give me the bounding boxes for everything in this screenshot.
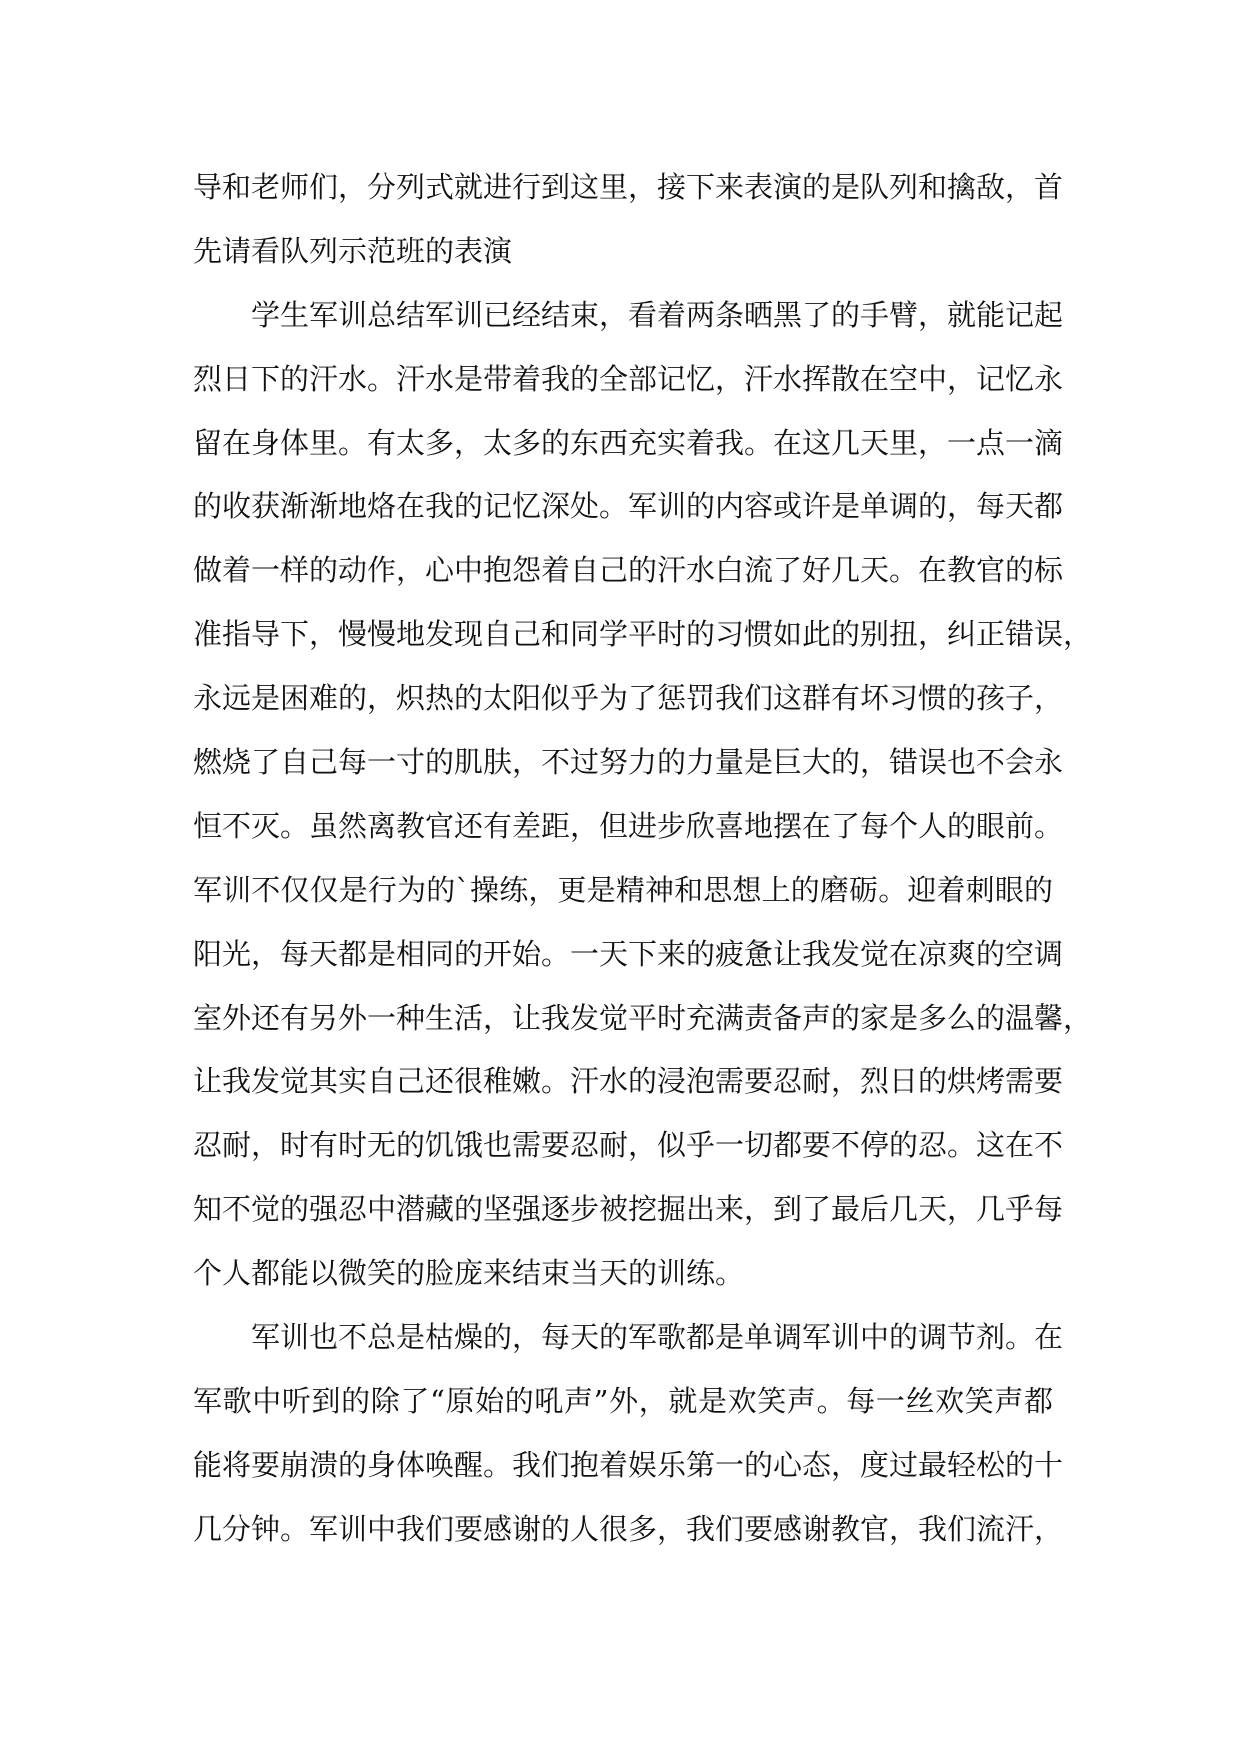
text-line: 室外还有另外一种生活，让我发觉平时充满责备声的家是多么的温馨， [193, 1000, 1093, 1035]
text-line: 燃烧了自己每一寸的肌肤，不过努力的力量是巨大的，错误也不会永 [193, 745, 1064, 780]
text-line: 军歌中听到的除了“原始的吼声”外，就是欢笑声。每一丝欢笑声都 [193, 1383, 1053, 1418]
text-line: 的收获渐渐地烙在我的记忆深处。军训的内容或许是单调的，每天都 [193, 489, 1064, 524]
text-line: 能将要崩溃的身体唤醒。我们抱着娱乐第一的心态，度过最轻松的十 [193, 1447, 1064, 1482]
text-line: 阳光，每天都是相同的开始。一天下来的疲惫让我发觉在凉爽的空调 [193, 936, 1064, 971]
text-line: 导和老师们，分列式就进行到这里，接下来表演的是队列和擒敌，首 [193, 170, 1064, 204]
text-line: 个人都能以微笑的脸庞来结束当天的训练。 [193, 1256, 745, 1291]
text-line: 恒不灭。虽然离教官还有差距，但进步欣喜地摆在了每个人的眼前。 [193, 808, 1064, 843]
text-line: 准指导下，慢慢地发现自己和同学平时的习惯如此的别扭，纠正错误， [193, 617, 1093, 652]
text-line: 做着一样的动作，心中抱怨着自己的汗水白流了好几天。在教官的标 [193, 553, 1064, 588]
text-line: 留在身体里。有太多，太多的东西充实着我。在这几天里，一点一滴 [193, 425, 1064, 460]
text-line: 先请看队列示范班的表演 [193, 233, 513, 268]
text-line: 军训不仅仅是行为的`操练，更是精神和思想上的磨砺。迎着刺眼的 [193, 872, 1053, 907]
text-line: 永远是困难的，炽热的太阳似乎为了惩罚我们这群有坏习惯的孩子， [193, 681, 1064, 716]
body-text [193, 156, 1093, 1562]
text-line: 让我发觉其实自己还很稚嫩。汗水的浸泡需要忍耐，烈日的烘烤需要 [193, 1064, 1064, 1099]
paragraph-start-line: 学生军训总结军训已经结束，看着两条晒黑了的手臂，就能记起 [251, 297, 1064, 332]
paragraph-start-line: 军训也不总是枯燥的，每天的军歌都是单调军训中的调节剂。在 [251, 1320, 1064, 1355]
text-line: 几分钟。军训中我们要感谢的人很多，我们要感谢教官，我们流汗， [193, 1511, 1064, 1546]
text-line: 忍耐，时有时无的饥饿也需要忍耐，似乎一切都要不停的忍。这在不 [193, 1128, 1064, 1163]
text-line: 知不觉的强忍中潜藏的坚强逐步被挖掘出来，到了最后几天，几乎每 [193, 1192, 1064, 1227]
text-line: 烈日下的汗水。汗水是带着我的全部记忆，汗水挥散在空中，记忆永 [193, 361, 1064, 396]
